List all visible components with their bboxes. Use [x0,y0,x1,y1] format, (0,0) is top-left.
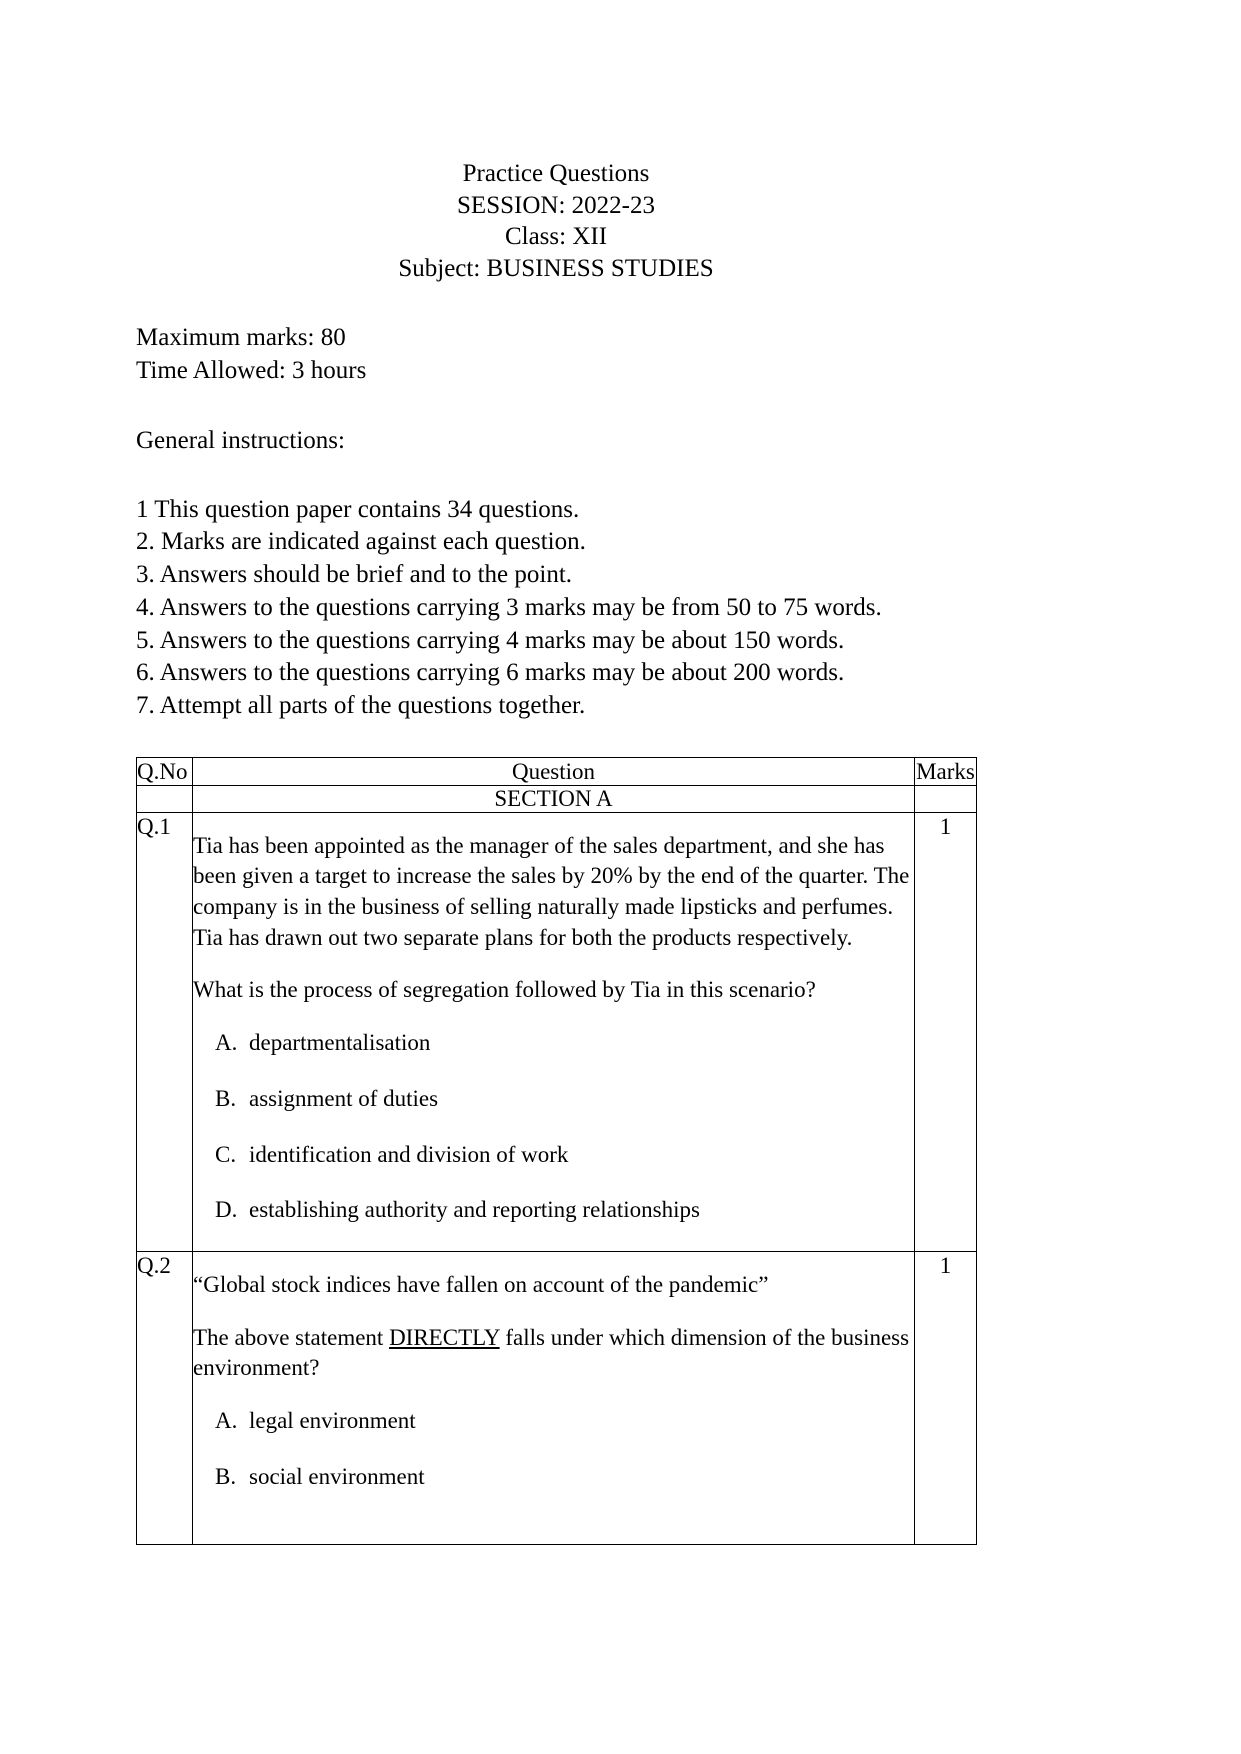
spacer [193,813,914,831]
question-prompt [193,1323,914,1384]
option-letter: B. [215,1463,237,1489]
instruction-item: 5. Answers to the questions carrying 4 marks may be about 150 words. [136,626,845,654]
section-row [137,785,977,812]
instruction-item: 1 This question paper contains 34 questions. [136,495,580,523]
prompt-suffix: falls under which dimension of the business environment? [193,1324,910,1381]
header-title: Practice Questions [462,160,650,187]
instruction-item: 2. Marks are indicated against each question. [136,528,586,556]
section-row-marks [915,785,977,812]
question-number: Q.1 [137,812,193,1251]
section-row-qno [137,785,193,812]
option-item[interactable] [215,1406,914,1436]
instruction-item: 4. Answers to the questions carrying 3 marks may be from 50 to 75 words. [136,593,882,621]
section-label: SECTION A [193,785,915,812]
table-header-row [137,757,977,785]
instruction-item: 6. Answers to the questions carrying 6 marks may be about 200 words. [136,659,845,687]
option-letter: A. [215,1408,238,1434]
spacer [193,1518,914,1544]
instruction-item: 3. Answers should be brief and to the point. [136,561,573,588]
option-text: assignment of duties [249,1085,439,1111]
header-class: Class: XII [504,223,608,250]
option-letter: C. [215,1141,237,1167]
spacer [193,1252,914,1270]
general-instructions-label: General instructions: [136,427,345,454]
options-list [193,1028,914,1226]
option-letter: B. [215,1085,237,1111]
header-subject: Subject: BUSINESS STUDIES [398,254,714,282]
table-row [137,1252,977,1545]
prompt-emphasis: DIRECTLY [389,1324,500,1350]
option-text: identification and division of work [249,1141,569,1167]
option-text: legal environment [249,1408,416,1434]
question-paragraph: Tia has been appointed as the manager of the sales department, and she has been given a target to increase the sales by 20% by the end of the quarter. The company is in the business of selling naturally made lipsticks and perfumes. Tia has drawn out two separate plans for both the products respectively. [193,832,910,950]
question-body [193,812,915,1251]
document-header [136,158,976,284]
prompt-prefix: The above statement [193,1324,390,1350]
question-number: Q.2 [137,1252,193,1545]
option-letter: A. [215,1029,238,1055]
questions-table [136,757,977,1545]
option-item[interactable] [215,1028,914,1058]
question-marks: 1 [915,1252,977,1545]
page-content [136,0,976,1545]
option-text: social environment [249,1463,425,1489]
options-list [193,1406,914,1492]
option-item[interactable] [215,1084,914,1114]
option-text: departmentalisation [249,1029,431,1055]
option-item[interactable] [215,1195,914,1225]
option-item[interactable] [215,1462,914,1492]
option-letter: D. [215,1197,238,1223]
question-body [193,1252,915,1545]
column-header-marks: Marks [916,758,975,784]
time-allowed: Time Allowed: 3 hours [136,356,367,384]
header-session: SESSION: 2022-23 [457,191,655,219]
question-marks: 1 [915,812,977,1251]
column-header-qno: Q.No [137,757,193,785]
table-row [137,812,977,1251]
maximum-marks: Maximum marks: 80 [136,324,346,351]
column-header-question: Question [193,757,915,785]
exam-meta [136,322,976,387]
option-item[interactable] [215,1140,914,1170]
option-text: establishing authority and reporting relationships [249,1197,700,1223]
question-prompt: What is the process of segregation followed by Tia in this scenario? [193,977,816,1003]
instructions-list [136,494,976,723]
instruction-item: 7. Attempt all parts of the questions together. [136,692,586,719]
question-quote: “Global stock indices have fallen on account of the pandemic” [193,1272,769,1298]
